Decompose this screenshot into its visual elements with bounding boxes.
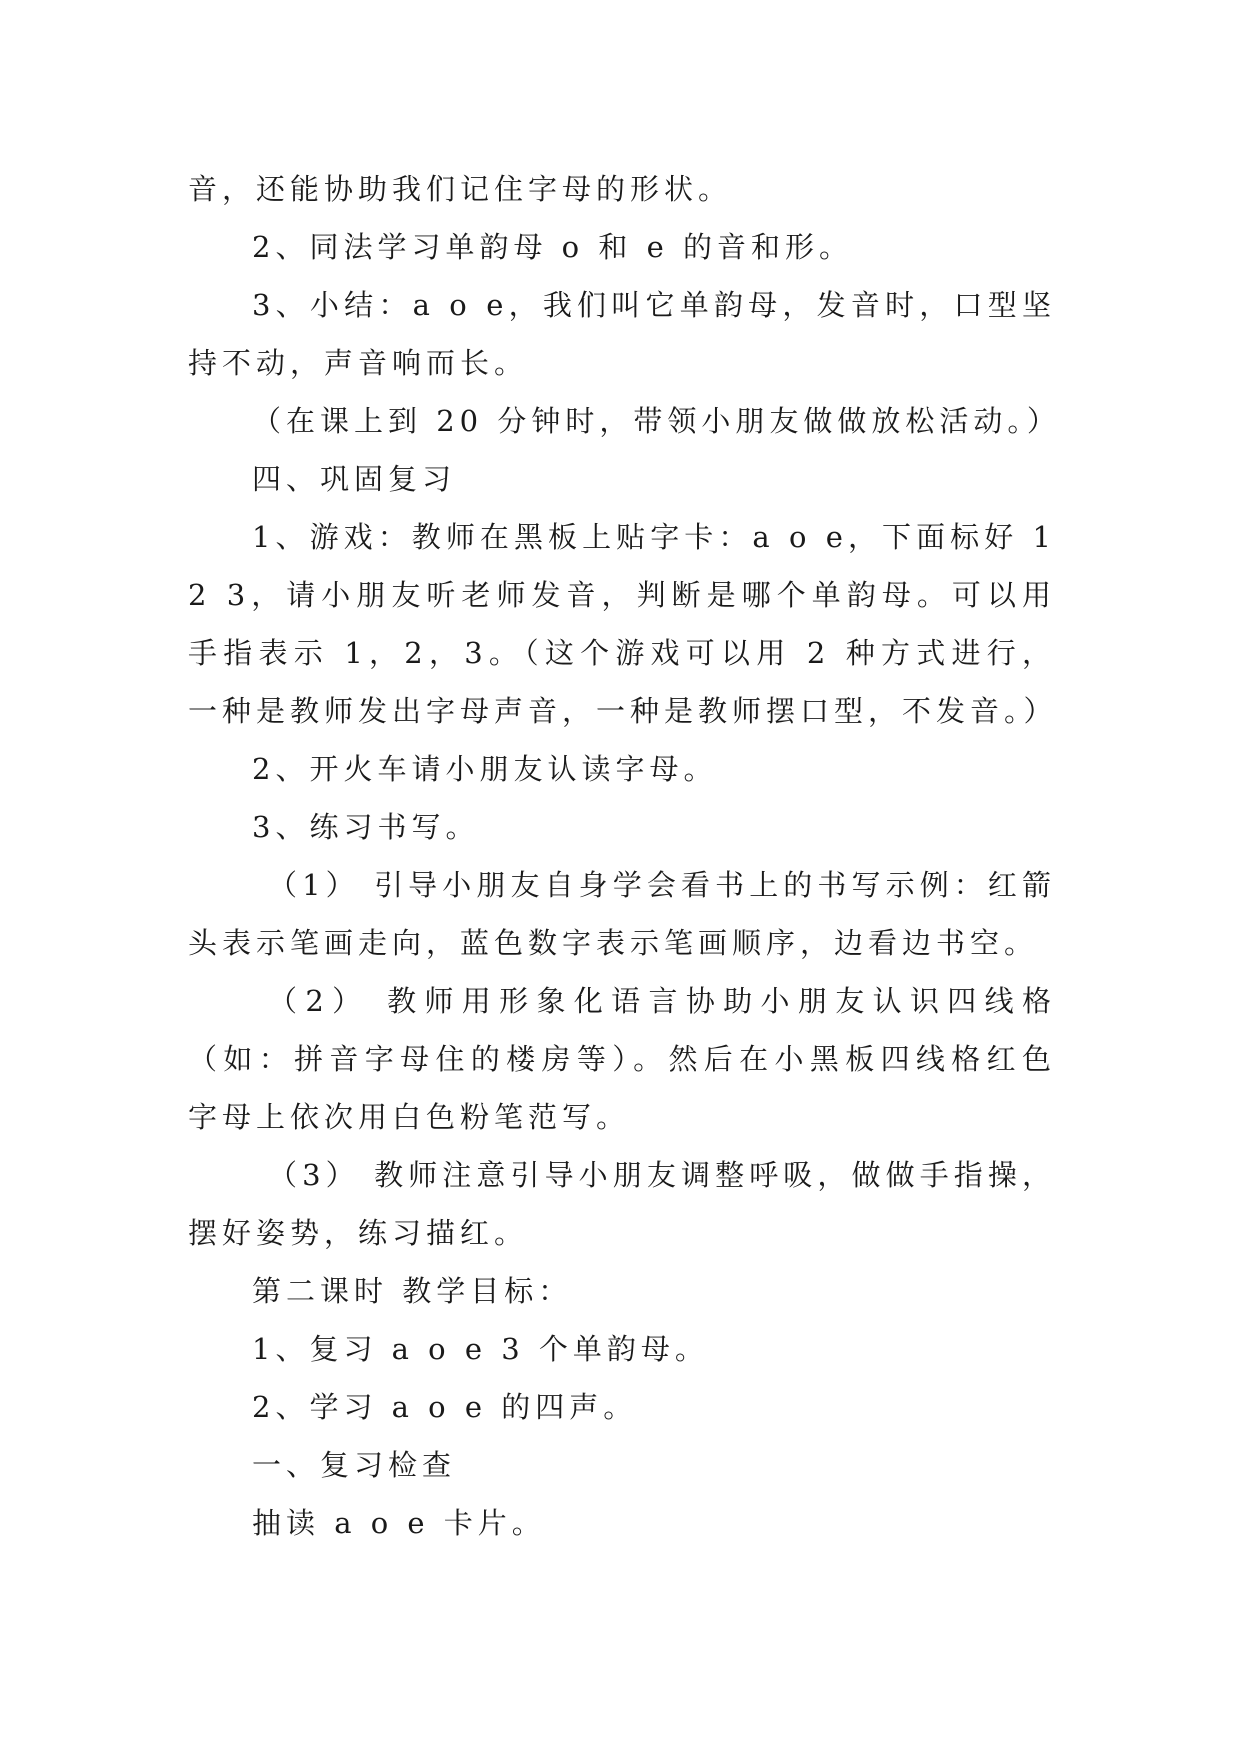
paragraph-step-3-summary: 3、小结：a o e，我们叫它单韵母，发音时，口型坚持不动，声音响而长。	[188, 288, 1056, 380]
paragraph-continuation: 音，还能协助我们记住字母的形状。	[188, 172, 733, 206]
section-heading-review: 四、巩固复习	[252, 462, 457, 496]
paragraph-goal-1: 1、复习 a o e 3 个单韵母。	[252, 1332, 709, 1366]
document-body	[188, 160, 1061, 1552]
paragraph-card-reading: 抽读 a o e 卡片。	[252, 1506, 546, 1540]
paragraph-writing-item-3: （3） 教师注意引导小朋友调整呼吸，做做手指操，摆好姿势，练习描红。	[188, 1158, 1056, 1250]
paragraph-step-2-learn-o-e: 2、同法学习单韵母 o 和 e 的音和形。	[252, 230, 853, 264]
paragraph-train-reading: 2、开火车请小朋友认读字母。	[252, 752, 718, 786]
paragraph-goal-2: 2、学习 a o e 的四声。	[252, 1390, 638, 1424]
section-heading-second-lesson: 第二课时 教学目标：	[252, 1274, 573, 1308]
section-heading-review-check: 一、复习检查	[252, 1448, 457, 1482]
paragraph-relaxation-note: （在课上到 20 分钟时，带领小朋友做做放松活动。）	[252, 404, 1061, 438]
paragraph-writing-item-2: （2） 教师用形象化语言协助小朋友认识四线格（如：拼音字母住的楼房等）。然后在小黑板四线格红色字母上依次用白色粉笔范写。	[188, 984, 1056, 1134]
paragraph-writing-item-1: （1） 引导小朋友自身学会看书上的书写示例：红箭头表示笔画走向，蓝色数字表示笔画顺序，边看边书空。	[188, 868, 1056, 960]
paragraph-game: 1、游戏：教师在黑板上贴字卡：a o e，下面标好 1 2 3，请小朋友听老师发音，判断是哪个单韵母。可以用手指表示 1，2，3。（这个游戏可以用 2 种方式进行，一种是教师发出字母声音，一种是教师摆口型，不发音。）	[188, 520, 1058, 728]
paragraph-writing-practice: 3、练习书写。	[252, 810, 480, 844]
